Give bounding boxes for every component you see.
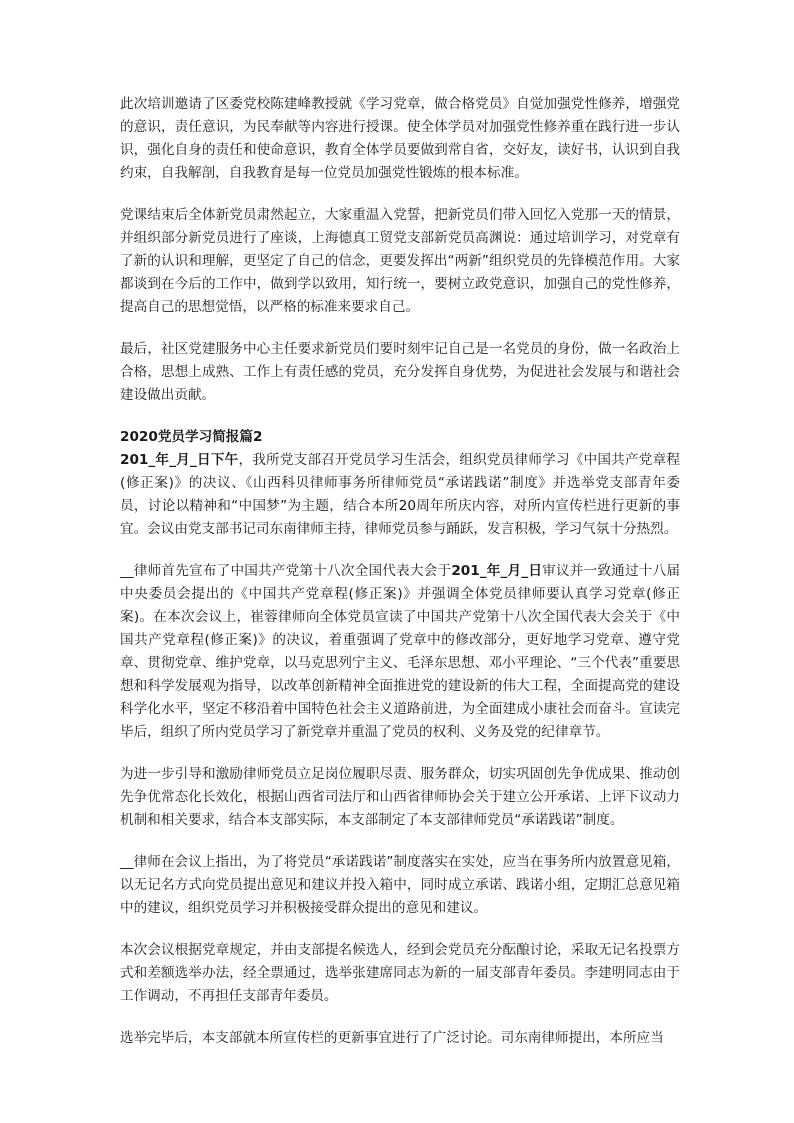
paragraph-suggestion-box: __律师在会议上指出，为了将党员“承诺践诺”制度落实在实处，应当在事务所内放置意见箱，以无记名方式向党员提出意见和建议并投入箱中，同时成立承诺、践诺小组，定期汇总意见箱中的建议，组织党员学习并积极接受群众提出的意见和建议。 [120, 854, 680, 916]
document-body [120, 93, 680, 1069]
charter-text: 审议并一致通过十八届中央委员会提出的《中国共产党章程(修正案)》并强调全体党员律师要认真学习党章(修正案)。在本次会议上，崔蓉律师向全体党员宣读了中国共产党第十八次全国代表大会关于《中国共产党章程(修正案)》的决议，着重强调了党章中的修改部分，更好地学习党章、遵守党章、贯彻党章、维护党章，以马克思列宁主义、毛泽东思想、邓小平理论、“三个代表”重要思想和科学发展观为指导，以改革创新精神全面推进党的建设新的伟大工程，全面提高党的建设科学化水平，坚定不移沿着中国特色社会主义道路前进，为全面建成小康社会而奋斗。宣读完毕后，组织了所内党员学习了新党章并重温了党员的权利、义务及党的纪律章节。 [120, 563, 680, 740]
meeting-date: 201_年_月_日下午 [120, 452, 239, 468]
paragraph-meeting [120, 449, 680, 541]
paragraph-closing: 最后，社区党建服务中心主任要求新党员们要时刻牢记自己是一名党员的身份，做一名政治上合格，思想上成熟、工作上有责任感的党员，充分发挥自身优势，为促进社会发展与和谐社会建设做出贡献。 [120, 341, 680, 403]
paragraph-oath: 党课结束后全体新党员肃然起立，大家重温入党誓，把新党员们带入回忆入党那一天的情景，并组织部分新党员进行了座谈，上海德真工贸党支部新党员高渊说：通过培训学习，对党章有了新的认识和理解，更坚定了自己的信念，更要发挥出“两新”组织党员的先锋模范作用。大家都谈到在今后的工作中，做到学以致用，知行统一，要树立政党意识，加强自己的党性修养，提高自己的思想觉悟，以严格的标准来要求自己。 [120, 207, 680, 315]
meeting-text: ，我所党支部召开党员学习生活会，组织党员律师学习《中国共产党章程(修正案)》的决议、《山西科贝律师事务所律师党员“承诺践诺”制度》并选举党支部青年委员，讨论以精神和“中国梦”为主题，结合本所20周年所庆内容，对所内宣传栏进行更新的事宜。会议由党支部书记司东南律师主持，律师党员参与踊跃，发言积极，学习气氛十分热烈。 [120, 452, 680, 537]
paragraph-election: 本次会议根据党章规定，并由支部提名候选人，经到会党员充分酝酿讨论，采取无记名投票方式和差额选举办法，经全票通过，选举张建席同志为新的一届支部青年委员。李建明同志由于工作调动，不再担任支部青年委员。 [120, 942, 680, 1004]
paragraph-bulletin: 选举完毕后，本支部就本所宣传栏的更新事宜进行了广泛讨论。司东南律师提出，本所应当 [120, 1030, 664, 1046]
paragraph-commitment: 为进一步引导和激励律师党员立足岗位履职尽责、服务群众，切实巩固创先争优成果、推动创先争优常态化长效化，根据山西省司法厅和山西省律师协会关于建立公开承诺、上评下议动力机制和相关要求，结合本支部实际，本支部制定了本支部律师党员“承诺践诺”制度。 [120, 766, 680, 828]
paragraph-charter [120, 560, 680, 744]
section-heading: 2020党员学习简报篇2 [120, 429, 263, 445]
paragraph-training: 此次培训邀请了区委党校陈建峰教授就《学习党章，做合格党员》自觉加强党性修养，增强党的意识，责任意识，为民奉献等内容进行授课。使全体学员对加强党性修养重在践行进一步认识，强化自身的责任和使命意识，教育全体学员要做到常自省，交好友，读好书，认识到自我约束，自我解剖，自我教育是每一位党员加强党性锻炼的根本标准。 [120, 96, 680, 181]
charter-date: 201_年_月_日 [451, 563, 543, 579]
charter-intro: __律师首先宣布了中国共产党第十八次全国代表大会于 [120, 563, 452, 579]
